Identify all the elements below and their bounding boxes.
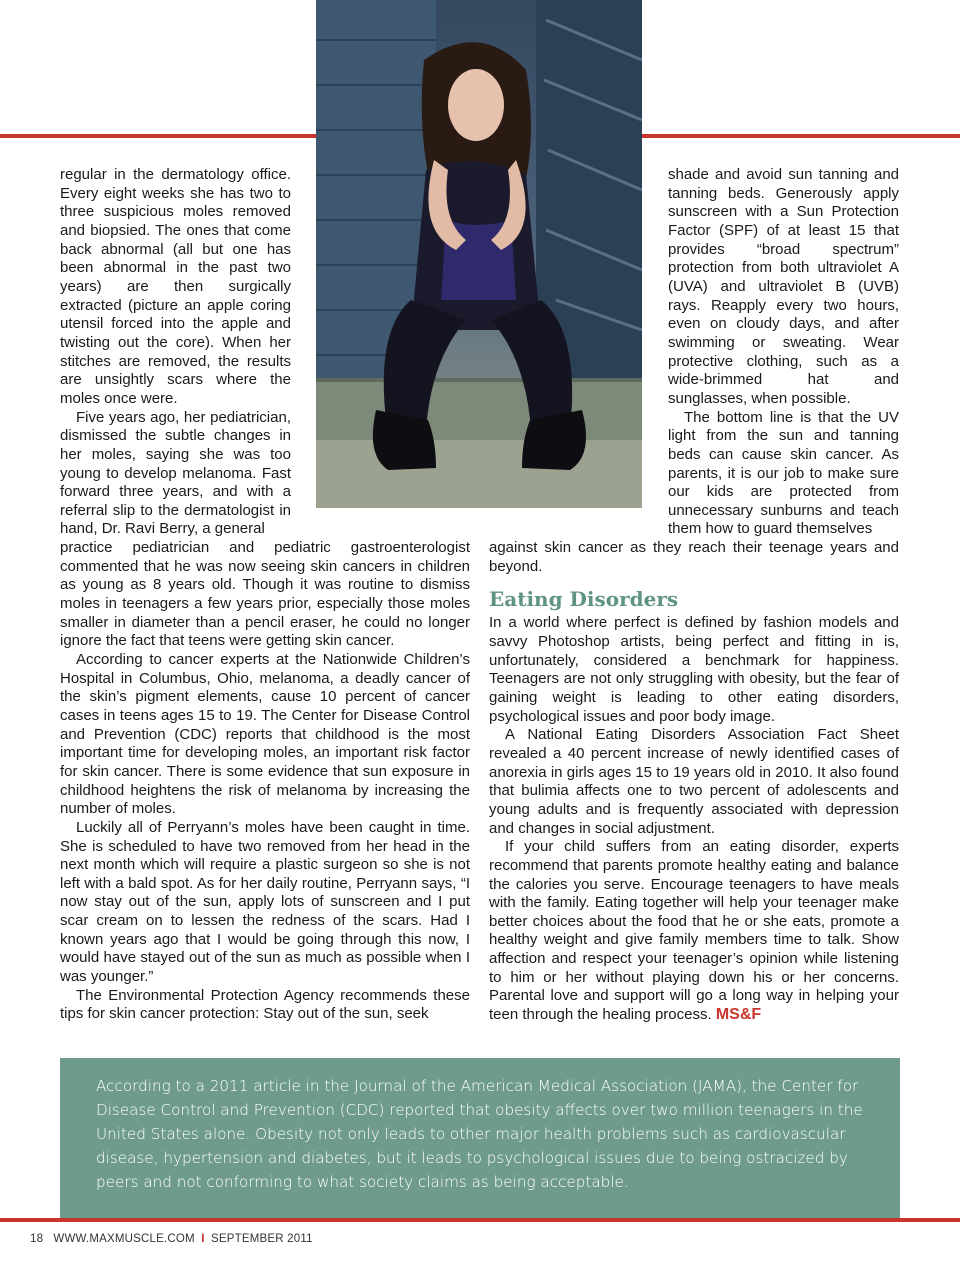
column-right-narrow: [668, 166, 899, 539]
page-number: 18: [30, 1233, 44, 1245]
section-heading: Eating Disorders: [489, 587, 679, 612]
bottom-rule: [0, 1218, 960, 1222]
article-photo: [316, 0, 642, 508]
signature-logo: MS&F: [715, 1006, 762, 1024]
paragraph: regular in the dermatology office. Every eight weeks she has two to three suspicious moles removed and biopsied. The ones that come back abnormal (all but one has been abnormal in the past two years) are then surgically extracted (picture an apple coring utensil forced into the apple and twisting out the core). When her stitches are removed, the results are unsightly scars where the moles once were.: [60, 166, 291, 407]
top-rule-right: [642, 134, 960, 138]
callout-box: [60, 1058, 900, 1218]
paragraph: A National Eating Disorders Association Fact Sheet revealed a 40 percent increase of newly identified cases of anorexia in girls ages 15 to 19 years old in 2010. It also found that bulimia affects one to two percent of adolescents and young adults and is frequently associated with depression and changes in social adjustment.: [489, 726, 899, 837]
paragraph: shade and avoid sun tanning and tanning beds. Generously apply sunscreen with a Sun Protection Factor (SPF) of at least 15 that provides “broad spectrum” protection from both ultraviolet A (UVA) and ultraviolet B (UVB) rays. Reapply every two hours, even on cloudy days, and after swimming or sweating. Wear protective clothing, such as a wide-brimmed hat and sunglasses, when possible.: [668, 166, 899, 407]
paragraph: against skin cancer as they reach their teenage years and beyond.: [489, 539, 899, 575]
callout-text: According to a 2011 article in the Journal of the American Medical Association (JAMA), the Center for Disease Control and Prevention (CDC) reported that obesity affects over two million teenagers in the United States alone. Obesity not only leads to other major health problems such as cardiovascular disease, hypertension and diabetes, but it leads to psychological issues due to being ostracized by peers and not conforming to what society claims as being acceptable.: [96, 1077, 863, 1191]
column-left-narrow: [60, 166, 291, 539]
paragraph: In a world where perfect is defined by fashion models and savvy Photoshop artists, being perfect and fitting in is, unfortunately, considered a benchmark for happiness. Teenagers are not only struggling with obesity, but the fear of gaining weight is leading to other eating disorders, psychological issues and poor body image.: [489, 614, 899, 725]
paragraph: According to cancer experts at the Nationwide Children’s Hospital in Columbus, Ohio, melanoma, a deadly cancer of the skin’s pigment elements, cause 10 percent of cancer cases in teens ages 15 to 19. The Center for Disease Control and Prevention (CDC) reports that childhood is the most important time for developing moles, an important risk factor for skin cancer. There is some evidence that sun exposure in childhood heightens the risk of melanoma by increasing the number of moles.: [60, 650, 470, 818]
paragraph: The bottom line is that the UV light from the sun and tanning beds can cause skin cancer. As parents, it is our job to make sure our kids are protected from unnecessary sunburns and teach them how to guard themselves: [668, 408, 899, 538]
paragraph: The Environmental Protection Agency recommends these tips for skin cancer protection: Stay out of the sun, seek: [60, 986, 470, 1023]
photo-illustration: [316, 0, 642, 508]
paragraph: Five years ago, her pediatrician, dismissed the subtle changes in her moles, saying she was too young to develop melanoma. Fast forward three years, and with a referral slip to the dermatologist in hand, Dr. Ravi Berry, a general: [60, 408, 291, 538]
column-left-wide: [60, 539, 470, 1024]
paragraph: Luckily all of Perryann’s moles have been caught in time. She is scheduled to have two removed from her head in the next month which will require a plastic surgeon so she is not left with a bald spot. As for her daily routine, Perryann says, “I now stay out of the sun, apply lots of sunscreen and I put scar cream on to lessen the redness of the scars. Had I known years ago that I would be going through this now, I would have stayed out of the sun as much as possible when I was younger.”: [60, 818, 470, 986]
paragraph: [489, 838, 899, 1025]
top-rule-left: [0, 134, 318, 138]
paragraph-text: If your child suffers from an eating disorder, experts recommend that parents promote healthy eating and balance the calories you serve. Encourage teenagers to have meals with the family. Eating together will help your teenager make better choices about the food that he or she eats, promote a healthy weight and give family members time to talk. Show affection and respect your teenager’s opinion while listening to him or her without playing down his or her concerns. Parental love and support will go a long way in helping your teen through the healing process.: [489, 838, 899, 1024]
column-right-wide: [489, 539, 899, 1025]
paragraph: practice pediatrician and pediatric gastroenterologist commented that he was now seeing skin cancers in children as young as 8 years old. Though it was routine to dismiss moles in teenagers a few years prior, especially those moles smaller in diameter than a pencil eraser, he could no longer ignore the fact that teens were getting skin cancer.: [60, 539, 470, 650]
footer-website: WWW.MAXMUSCLE.COM: [53, 1233, 195, 1245]
footer-issue: SEPTEMBER 2011: [211, 1233, 313, 1245]
footer-separator: I: [201, 1233, 205, 1245]
page-footer: [30, 1233, 313, 1245]
